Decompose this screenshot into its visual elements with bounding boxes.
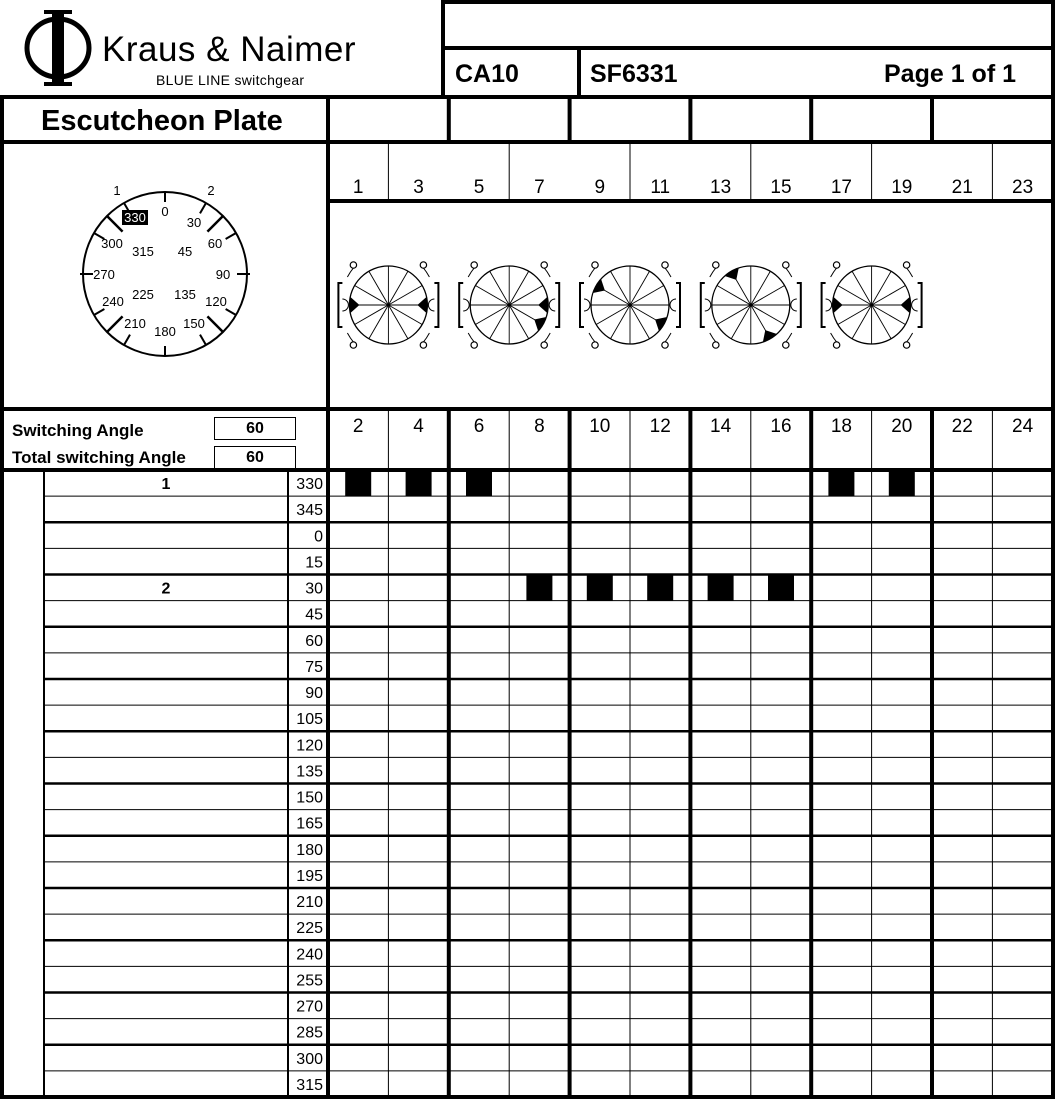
terminal-lead (589, 268, 595, 277)
terminal-screw (592, 342, 598, 348)
contact-diagram (701, 262, 801, 348)
table-angle: 255 (296, 972, 323, 990)
dial-angle-label: 210 (124, 316, 146, 331)
table-angle: 180 (296, 841, 323, 859)
table-angle: 150 (296, 789, 323, 807)
dial-angle-label-highlighted: 330 (124, 210, 146, 225)
terminal-bottom-label: 24 (1012, 416, 1034, 437)
contact-bracket (676, 283, 680, 327)
contact-roller (463, 299, 469, 311)
terminal-top-label: 3 (413, 177, 424, 198)
sheet-frame (2, 2, 1053, 1097)
terminal-lead (907, 268, 913, 277)
contact-roller (705, 299, 711, 311)
terminal-screw (713, 262, 719, 268)
terminal-top-label: 11 (650, 177, 671, 198)
dial-angle-label: 270 (93, 267, 115, 282)
terminal-lead (710, 268, 716, 277)
logo-phi-stem (52, 10, 64, 86)
terminal-screw (662, 342, 668, 348)
dial-tick (226, 233, 236, 239)
contact-diagram (822, 262, 922, 348)
contact-bracket (434, 283, 438, 327)
cam-lobe (538, 297, 548, 313)
table-angle: 285 (296, 1024, 323, 1042)
contact-closed-mark (345, 471, 371, 496)
dial-tick (200, 203, 206, 213)
terminal-screw (471, 342, 477, 348)
brand-subtitle: BLUE LINE switchgear (156, 72, 305, 88)
terminal-lead (468, 333, 474, 342)
contact-bracket (701, 283, 705, 327)
terminal-screw (783, 342, 789, 348)
cam-lobe (833, 297, 843, 313)
terminal-lead (544, 333, 550, 342)
terminal-bottom-label: 6 (473, 416, 485, 437)
contact-diagram (459, 262, 559, 348)
table-position: 1 (161, 476, 171, 494)
contact-closed-mark (768, 576, 794, 601)
dial-position-label: 2 (207, 183, 215, 198)
escutcheon-dial (80, 183, 250, 356)
cam-lobe (901, 297, 911, 313)
table-position: 2 (161, 580, 171, 598)
terminal-lead (423, 268, 429, 277)
dial-tick (124, 335, 130, 345)
dial-position-label: 1 (113, 183, 121, 198)
dial-angle-label: 45 (177, 244, 193, 259)
total-switching-angle-label: Total switching Angle (12, 448, 186, 467)
dial-angle-label: 0 (161, 204, 169, 219)
terminal-lead (423, 333, 429, 342)
contact-closed-mark (647, 576, 673, 601)
contact-roller (342, 299, 348, 311)
terminal-top-label: 1 (352, 177, 364, 198)
table-angle: 90 (305, 685, 323, 703)
dial-angle-label: 225 (132, 287, 154, 302)
table-angle: 105 (296, 711, 323, 729)
contact-roller (428, 299, 434, 311)
contact-roller (670, 299, 676, 311)
contact-roller (584, 299, 590, 311)
dial-angle-label: 120 (205, 294, 227, 309)
terminal-top-label: 5 (473, 177, 485, 198)
dial-angle-label: 180 (154, 324, 176, 339)
contact-bracket (822, 283, 826, 327)
terminal-bottom-label: 18 (830, 416, 852, 437)
terminal-screw (420, 262, 426, 268)
terminal-bottom-label: 20 (891, 416, 913, 437)
contact-closed-mark (526, 576, 552, 601)
terminal-top-label: 13 (710, 177, 732, 198)
contact-cam-diagrams (338, 262, 921, 348)
terminal-screw (903, 262, 909, 268)
logo-phi-serif-top (44, 10, 72, 14)
terminal-screw (833, 342, 839, 348)
terminal-screw (471, 262, 477, 268)
dial-tick (226, 309, 236, 315)
terminal-top-label: 7 (534, 177, 545, 198)
contact-closed-mark (466, 471, 492, 496)
contact-roller (549, 299, 555, 311)
contact-bracket (580, 283, 584, 327)
terminal-bottom-label: 12 (649, 416, 671, 437)
logo (27, 10, 89, 86)
terminal-bottom-label: 10 (589, 416, 611, 437)
terminal-numbers (353, 177, 1034, 437)
page-title: Escutcheon Plate (41, 105, 283, 137)
terminal-screw (350, 342, 356, 348)
terminal-lead (665, 268, 671, 277)
table-angle: 120 (296, 737, 323, 755)
terminal-screw (662, 262, 668, 268)
terminal-top-label: 21 (951, 177, 973, 198)
table-angle: 30 (305, 580, 323, 598)
dial-angle-label: 90 (215, 267, 231, 282)
brand-name: Kraus & Naimer (102, 30, 357, 69)
terminal-lead (907, 333, 913, 342)
terminal-lead (831, 268, 837, 277)
terminal-top-label: 15 (770, 177, 792, 198)
terminal-screw (350, 262, 356, 268)
table-angle: 270 (296, 998, 323, 1016)
terminal-bottom-label: 22 (951, 416, 973, 437)
terminal-bottom-label: 14 (710, 416, 732, 437)
table-angle: 165 (296, 815, 323, 833)
switching-table (44, 471, 1053, 1094)
terminal-lead (468, 268, 474, 277)
terminal-top-label: 23 (1012, 177, 1034, 198)
terminal-screw (783, 262, 789, 268)
dial-angle-label: 315 (132, 244, 154, 259)
switching-angle-value: 60 (214, 417, 296, 440)
terminal-bottom-label: 2 (352, 416, 364, 437)
dial-position-stroke (207, 316, 223, 332)
terminal-lead (347, 268, 353, 277)
terminal-lead (544, 268, 550, 277)
table-angle: 195 (296, 867, 323, 885)
contact-diagram (580, 262, 680, 348)
table-angle: 135 (296, 763, 323, 781)
contact-closed-mark (406, 471, 432, 496)
table-angle: 315 (296, 1076, 323, 1094)
terminal-screw (541, 342, 547, 348)
terminal-screw (903, 342, 909, 348)
contact-closed-mark (708, 576, 734, 601)
switching-angle-label: Switching Angle (12, 421, 144, 440)
contact-bracket (459, 283, 463, 327)
terminal-bottom-label: 4 (413, 416, 424, 437)
dial-position-stroke (107, 316, 123, 332)
contact-roller (912, 299, 918, 311)
contact-diagram (338, 262, 438, 348)
table-angle: 225 (296, 920, 323, 938)
dial-tick (94, 309, 104, 315)
contact-closed-mark (828, 471, 854, 496)
table-angle: 15 (305, 554, 323, 572)
cam-lobe (349, 297, 359, 313)
dial-angle-label: 135 (174, 287, 196, 302)
part-number: SF6331 (590, 60, 678, 88)
table-angle: 210 (296, 894, 323, 912)
dial-angle-label: 150 (183, 316, 205, 331)
terminal-top-label: 17 (830, 177, 852, 198)
dial-angle-label: 60 (207, 236, 223, 251)
terminal-lead (665, 333, 671, 342)
dial-position-stroke (107, 216, 123, 232)
contact-roller (791, 299, 797, 311)
terminal-screw (833, 262, 839, 268)
contact-bracket (555, 283, 559, 327)
table-angle: 345 (296, 502, 323, 520)
contact-bracket (338, 283, 342, 327)
contact-closed-mark (889, 471, 915, 496)
contact-roller (826, 299, 832, 311)
cam-lobe (417, 297, 427, 313)
terminal-lead (589, 333, 595, 342)
terminal-screw (592, 262, 598, 268)
dial-position-stroke (207, 216, 223, 232)
terminal-bottom-label: 8 (534, 416, 545, 437)
terminal-screw (420, 342, 426, 348)
page-indicator: Page 1 of 1 (884, 60, 1016, 88)
logo-phi-serif-bottom (44, 82, 72, 86)
terminal-screw (541, 262, 547, 268)
terminal-bottom-label: 16 (770, 416, 792, 437)
table-angle: 45 (305, 606, 323, 624)
contact-closed-mark (587, 576, 613, 601)
table-angle: 60 (305, 632, 323, 650)
total-switching-angle-value: 60 (214, 446, 296, 469)
terminal-lead (347, 333, 353, 342)
dial-angle-label: 300 (101, 236, 123, 251)
terminal-screw (713, 342, 719, 348)
series-code: CA10 (455, 60, 519, 88)
table-angle: 300 (296, 1050, 323, 1068)
dial-tick (200, 335, 206, 345)
terminal-top-label: 9 (594, 177, 606, 198)
dial-angle-label: 240 (102, 294, 124, 309)
contact-bracket (797, 283, 801, 327)
contact-bracket (918, 283, 922, 327)
terminal-top-label: 19 (891, 177, 913, 198)
table-angle: 240 (296, 946, 323, 964)
terminal-lead (786, 333, 792, 342)
dial-angle-label: 30 (186, 215, 202, 230)
terminal-lead (710, 333, 716, 342)
table-angle: 75 (305, 658, 323, 676)
table-angle: 330 (296, 476, 323, 494)
terminal-lead (831, 333, 837, 342)
table-angle: 0 (314, 528, 323, 546)
terminal-lead (786, 268, 792, 277)
